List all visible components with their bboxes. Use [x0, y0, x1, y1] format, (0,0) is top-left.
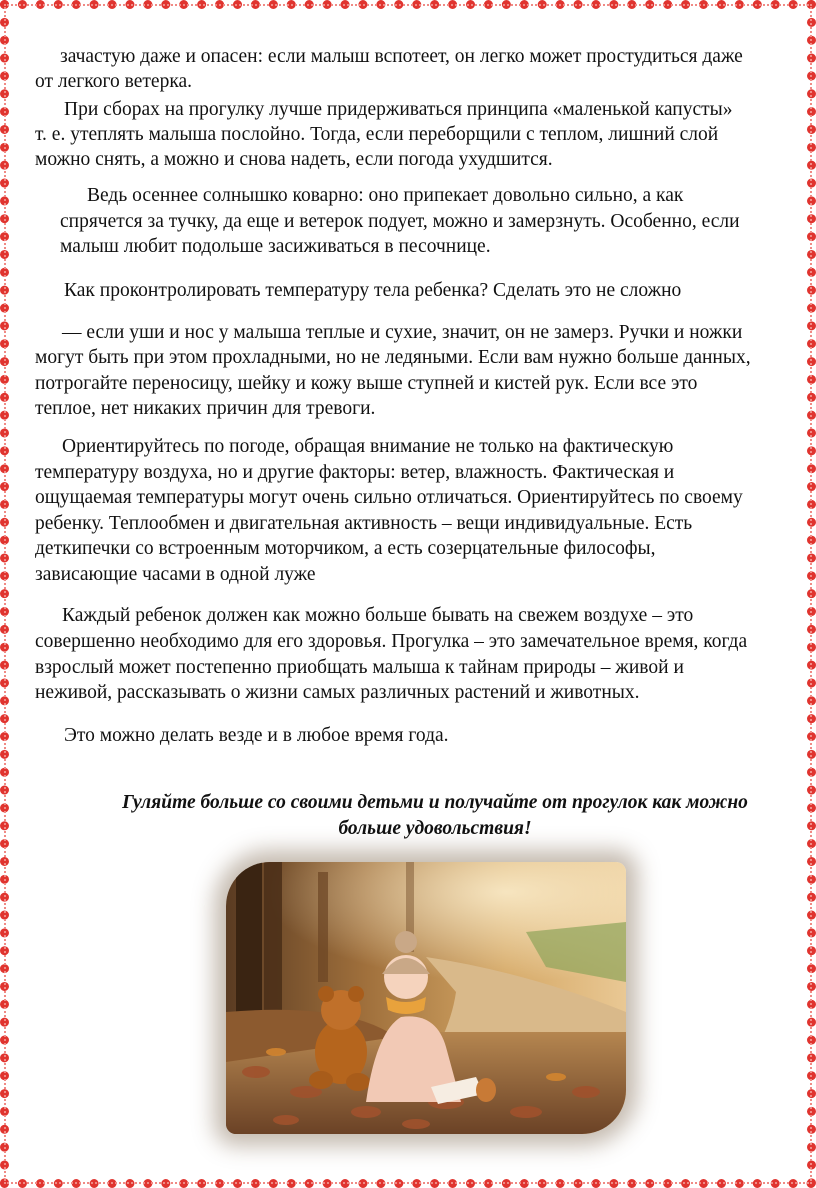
paragraph-6-line-5: деткипечки со встроенным моторчиком, а есть созерцательные философы, [35, 538, 656, 559]
closing-line-2: больше удовольствия! [338, 818, 532, 839]
paragraph-6-line-4: ребенку. Теплообмен и двигательная активность – вещи индивидуальные. Есть [35, 513, 693, 534]
paragraph-6-line-6: зависающие часами в одной луже [35, 564, 316, 585]
paragraph-1-line-2: от легкого ветерка. [35, 71, 193, 92]
closing-statement [60, 790, 810, 842]
paragraph-3-line-1: Ведь осеннее солнышко коварно: оно припекает довольно сильно, а как [87, 185, 684, 206]
paragraph-7-line-2: совершенно необходимо для его здоровья. Прогулка – это замечательное время, когда [35, 631, 748, 652]
paragraph-6-line-1: Ориентируйтесь по погоде, обращая внимание не только на фактическую [62, 436, 674, 457]
paragraph-7-line-3: взрослый может постепенно приобщать малыша к тайнам природы – живой и [35, 657, 684, 678]
paragraph-7-line-4: неживой, рассказывать о жизни самых различных растений и животных. [35, 682, 640, 703]
autumn-child-illustration [226, 862, 626, 1134]
paragraph-8-line-1: Это можно делать везде и в любое время года. [64, 725, 449, 746]
paragraph-5-line-3: потрогайте переносицу, шейку и кожу выше ступней и кистей рук. Если все это [35, 373, 698, 394]
paragraph-6-line-3: ощущаемая температуры могут очень сильно отличаться. Ориентируйтесь по своему [35, 487, 743, 508]
paragraph-2-line-2: т. е. утеплять малыша послойно. Тогда, если переборщили с теплом, лишний слой [35, 124, 719, 145]
paragraph-2-line-3: можно снять, а можно и снова надеть, если погода ухудшится. [35, 149, 553, 170]
paragraph-5-line-2: могут быть при этом прохладными, но не ледяными. Если вам нужно больше данных, [35, 347, 751, 368]
paragraph-5-line-1: — если уши и нос у малыша теплые и сухие, значит, он не замерз. Ручки и ножки [62, 322, 743, 343]
paragraph-5-line-4: теплое, нет никаких причин для тревоги. [35, 398, 376, 419]
paragraph-7-line-1: Каждый ребенок должен как можно больше бывать на свежем воздухе – это [62, 605, 694, 626]
paragraph-1-line-1: зачастую даже и опасен: если малыш вспотеет, он легко может простудиться даже [60, 46, 743, 67]
paragraph-3-line-2: спрячется за тучку, да еще и ветерок подует, можно и замерзнуть. Особенно, если [60, 211, 740, 232]
paragraph-2-line-1: При сборах на прогулку лучше придерживаться принципа «маленькой капусты» [64, 99, 733, 120]
paragraph-3-line-3: малыш любит подольше засиживаться в песочнице. [60, 236, 491, 257]
closing-line-1: Гуляйте больше со своими детьми и получайте от прогулок как можно [122, 792, 748, 813]
autumn-child-photo [226, 862, 626, 1134]
paragraph-4-line-1: Как проконтролировать температуру тела ребенка? Сделать это не сложно [64, 280, 682, 301]
paragraph-6-line-2: температуру воздуха, но и другие факторы: ветер, влажность. Фактическая и [35, 462, 675, 483]
